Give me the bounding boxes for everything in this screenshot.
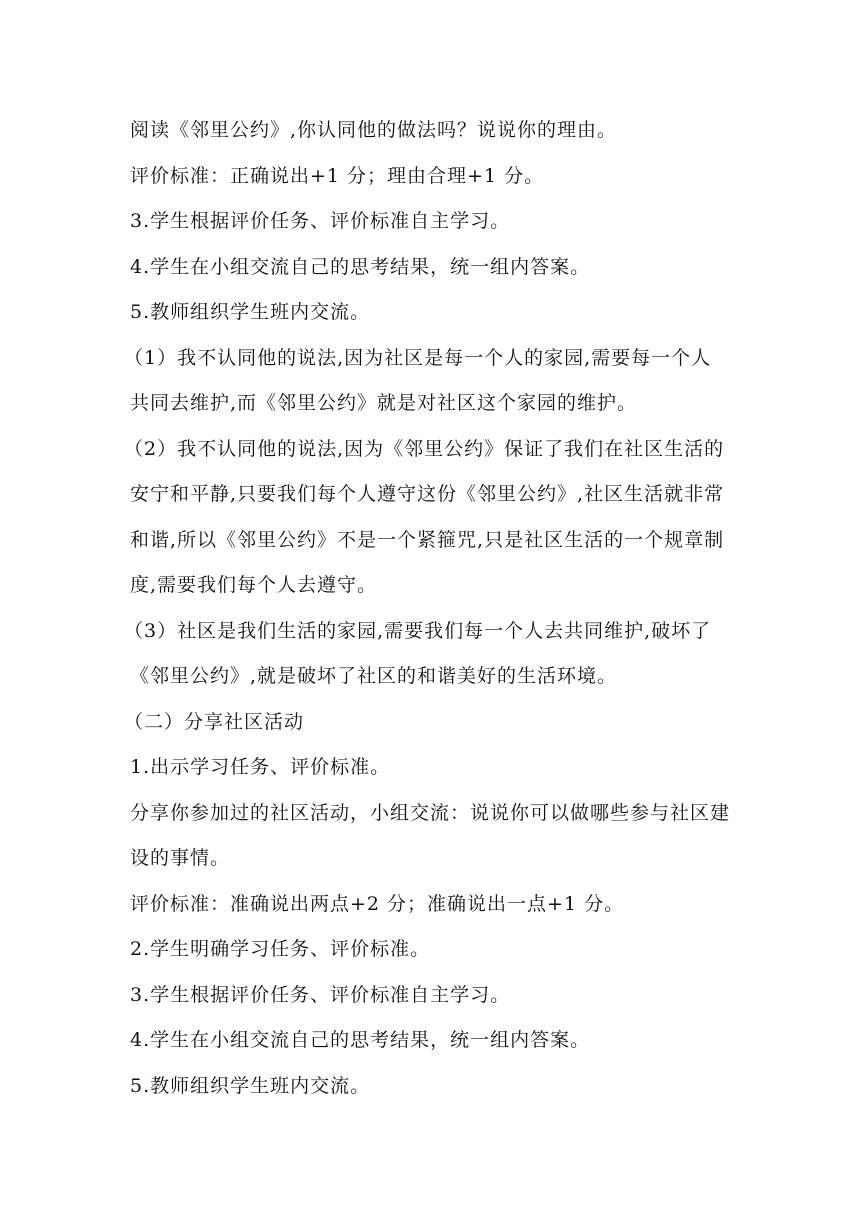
paragraph-reading-task: 阅读《邻里公约》,你认同他的做法吗？说说你的理由。 bbox=[130, 119, 618, 141]
paragraph-step-5: 5.教师组织学生班内交流。 bbox=[130, 301, 371, 323]
paragraph-evaluation-criteria-1: 评价标准：正确说出+1 分；理由合理+1 分。 bbox=[130, 164, 545, 187]
paragraph-step-1: 1.出示学习任务、评价标准。 bbox=[130, 756, 391, 778]
paragraph-answer-3: （3）社区是我们生活的家园,需要我们每一个人去共同维护,破坏了《邻里公约》,就是破坏了社区的和谐美好的生活环境。 bbox=[124, 619, 712, 687]
document-body bbox=[124, 108, 731, 1109]
paragraph-step-2: 2.学生明确学习任务、评价标准。 bbox=[130, 938, 431, 960]
section-heading-share-activities: （二）分享社区活动 bbox=[124, 710, 305, 733]
paragraph-step-3b: 3.学生根据评价任务、评价标准自主学习。 bbox=[130, 983, 511, 1006]
paragraph-step-3: 3.学生根据评价任务、评价标准自主学习。 bbox=[130, 210, 511, 232]
paragraph-step-4b: 4.学生在小组交流自己的思考结果，统一组内答案。 bbox=[130, 1029, 591, 1051]
paragraph-answer-2: （2）我不认同他的说法,因为《邻里公约》保证了我们在社区生活的安宁和平静,只要我们每个人遵守这份《邻里公约》,社区生活就非常和谐,所以《邻里公约》不是一个紧箍咒,只是社区生活的一个规章制度,需要我们每个人去遵守。 bbox=[124, 437, 725, 596]
paragraph-step-4: 4.学生在小组交流自己的思考结果，统一组内答案。 bbox=[130, 255, 591, 278]
paragraph-step-5b: 5.教师组织学生班内交流。 bbox=[130, 1074, 371, 1097]
paragraph-evaluation-criteria-2: 评价标准：准确说出两点+2 分；准确说出一点+1 分。 bbox=[130, 892, 625, 915]
paragraph-answer-1: （1）我不认同他的说法,因为社区是每一个人的家园,需要每一个人共同去维护,而《邻里公约》就是对社区这个家园的维护。 bbox=[124, 346, 712, 414]
paragraph-share-task: 分享你参加过的社区活动，小组交流：说说你可以做哪些参与社区建设的事情。 bbox=[130, 801, 731, 869]
